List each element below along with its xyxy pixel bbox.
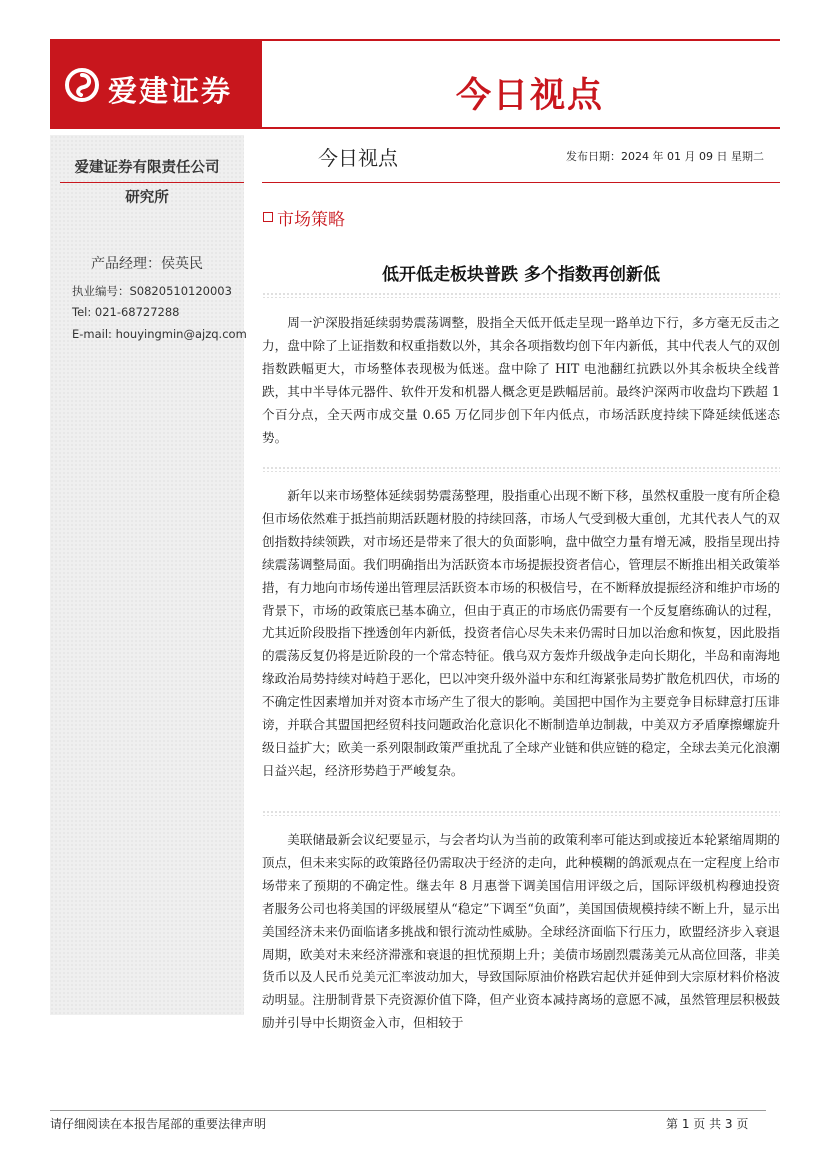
sidebar-tel: Tel: 021-68727288: [72, 305, 180, 319]
footer-disclaimer: 请仔细阅读在本报告尾部的重要法律声明: [50, 1117, 267, 1131]
company-logo: [50, 41, 262, 129]
header-title: 今日视点: [456, 76, 605, 116]
article-paragraph: 周一沪深股指延续弱势震荡调整，股指全天低开低走呈现一路单边下行，多方毫无反击之力，盘中除了上证指数和权重指数以外，其余各项指数均创下年内新低，其中代表人气的双创指数跌幅更大，市场整体表现极为低迷。盘中除了 HIT 电池翻红抗跌以外其余板块全线普跌，其中半导体元器件、软件开发和机器人概念更是跌幅居前。最终沪深两市收盘均下跌超 1 个百分点，全天两市成交量 0.65 万亿同步创下年内低点，市场活跃度持续下降延续低迷态势。: [262, 315, 780, 445]
sidebar-rule: [60, 182, 244, 183]
footer-rule: [50, 1110, 766, 1111]
article-paragraph: 新年以来市场整体延续弱势震荡整理，股指重心出现不断下移，虽然权重股一度有所企稳但市场依然难于抵挡前期活跃题材股的持续回落，市场人气受到极大重创，尤其代表人气的双创指数持续领跌，对市场还是带来了很大的负面影响，盘中做空力量有增无减，股指呈现出持续震荡调整局面。我们明确指出为活跃资本市场提振投资者信心，管理层不断推出相关政策举措，有力地向市场传递出管理层活跃资本市场的积极信号，在不断释放提振经济和维护市场的背景下，市场的政策底已基本确立，但由于真正的市场底仍需要有一个反复磨练确认的过程，尤其近阶段股指下挫透创年内新低，投资者信心尽失未来仍需时日加以治愈和恢复，因此股指的震荡反复仍将是近阶段的一个常态特征。俄乌双方轰炸升级战争走向长期化，半岛和南海地缘政治局势持续对峙趋于恶化，巴以冲突升级外溢中东和红海紧张局势扩散危机四伏，市场的不确定性因素增加并对资本市场产生了很大的影响。美国把中国作为主要竞争目标肆意打压诽谤，并联合其盟国把经贸科技问题政治化意识化不断制造单边制裁，中美双方矛盾摩擦螺旋升级日益扩大；欧美一系列限制政策严重扰乱了全球产业链和供应链的稳定，全球去美元化浪潮日益兴起，经济形势趋于严峻复杂。: [262, 488, 780, 778]
section-label: 市场策略: [277, 210, 345, 230]
report-title: 今日视点: [318, 146, 398, 170]
publish-date: 发布日期：2024 年 01 月 09 日 星期二: [566, 150, 764, 163]
paragraph-divider: [262, 292, 780, 298]
sidebar-company: 爱建证券有限责任公司: [74, 160, 220, 176]
section-checkbox-icon: [263, 212, 273, 222]
sidebar: [50, 135, 247, 1015]
sidebar-institute: 研究所: [125, 190, 169, 206]
paragraph-divider: [262, 466, 780, 472]
page-number: 第 1 页 共 3 页: [666, 1117, 749, 1131]
header-bottom-rule: [262, 127, 780, 129]
sidebar-email[interactable]: E-mail: houyingmin@ajzq.com: [72, 327, 247, 341]
logo-text: 爱建证券: [108, 74, 233, 108]
paragraph-divider: [262, 810, 780, 816]
sidebar-license: 执业编号：S0820510120003: [72, 284, 232, 298]
title-rule: [262, 182, 780, 183]
swirl-logo-icon: [64, 67, 100, 103]
article-paragraph: 美联储最新会议纪要显示，与会者均认为当前的政策利率可能达到或接近本轮紧缩周期的顶点，但未来实际的政策路径仍需取决于经济的走向，此种模糊的鸽派观点在一定程度上给市场带来了预期的不确定性。继去年 8 月惠誉下调美国信用评级之后，国际评级机构穆迪投资者服务公司也将美国的评级展望从“稳定”下调至“负面”，美国国债规模持续不断上升，显示出美国经济未来仍面临诸多挑战和银行流动性威胁。全球经济面临下行压力，欧盟经济步入衰退周期，欧美对未来经济滞涨和衰退的担忧预期上升；美债市场剧烈震荡美元从高位回落，非美货币以及人民币兑美元汇率波动加大，导致国际原油价格跌宕起伏并延伸到大宗原材料价格波动明显。注册制背景下壳资源价值下降，但产业资本减持离场的意愿不减，虽然管理层积极鼓励并引导中长期资金入市，但相较于: [262, 832, 780, 1031]
sidebar-manager: 产品经理：侯英民: [91, 256, 203, 272]
article-headline: 低开低走板块普跌 多个指数再创新低: [382, 265, 660, 285]
